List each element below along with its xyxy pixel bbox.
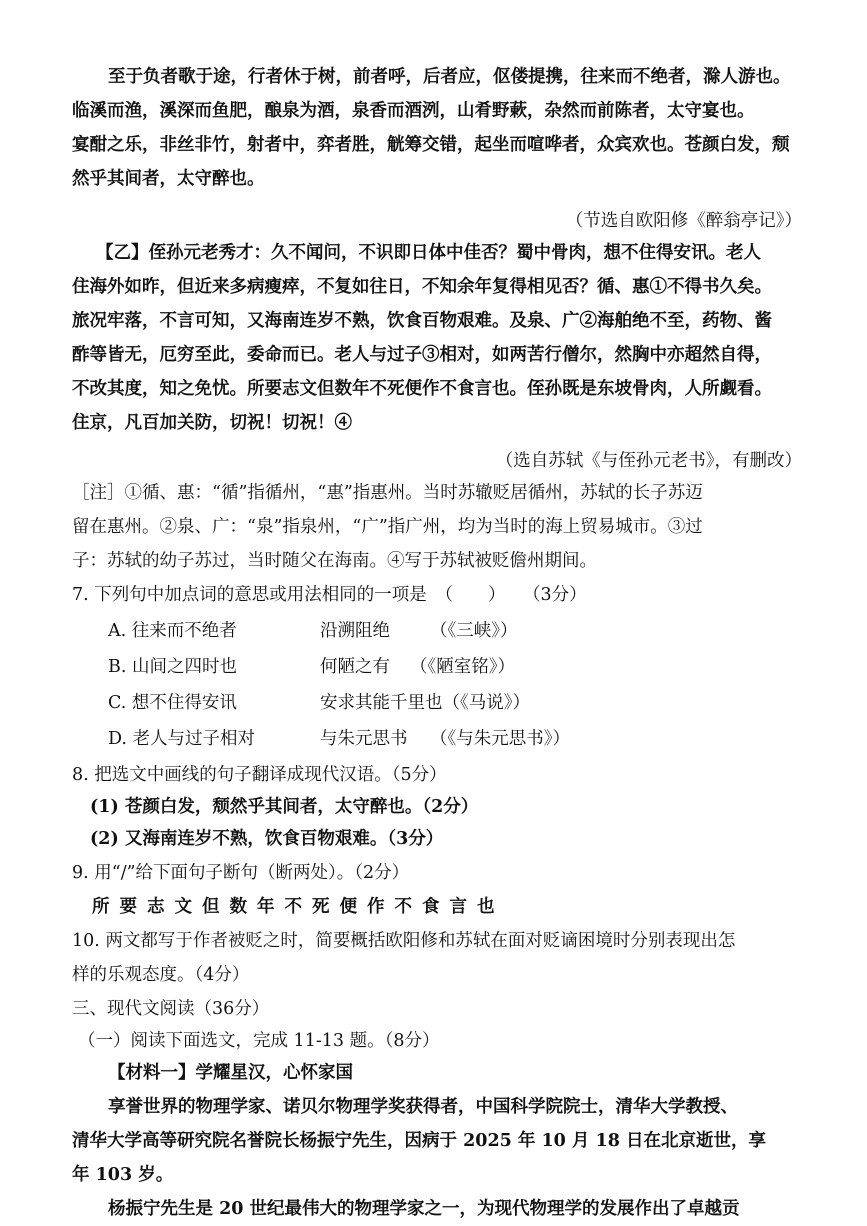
q8-item: (2) 又海南连岁不熟，饮食百物艰难。（3分） (90, 829, 444, 849)
q7-option-d (108, 722, 808, 756)
note-line: 子：苏轼的幼子苏过，当时随父在海南。④写于苏轼被贬儋州期间。 (72, 551, 597, 571)
material-paragraph-line: 年 103 岁。 (72, 1165, 174, 1185)
section3-title: 三、现代文阅读（36分） (72, 999, 270, 1019)
q7-option-text: D. 老人与过子相对 (108, 729, 256, 749)
q7-option-compare: 何陋之有 (320, 657, 390, 677)
material-paragraph-line: 清华大学高等研究院名誉院长杨振宁先生，因病于 2025 年 10 月 18 日在北京逝世，享 (72, 1131, 766, 1151)
section3-sub: （一）阅读下面选文，完成 11-13 题。（8分） (78, 1031, 440, 1051)
bing-passage-line: 旅况牢落，不言可知，又海南连岁不熟，饮食百物艰难。及泉、广②海舶绝不至，药物、酱 (72, 311, 772, 331)
yi-passage-line: 宴酣之乐，非丝非竹，射者中，弈者胜，觥筹交错，起坐而喧哗者，众宾欢也。苍颜白发，颓 (72, 135, 790, 155)
q7-option-compare: 与朱元思书 (320, 729, 408, 749)
material-title: 【材料一】学耀星汉，心怀家国 (108, 1063, 353, 1083)
q7-option-source: （《与朱元思书》） (430, 729, 570, 749)
q7-option-c (108, 686, 808, 720)
material-paragraph-line: 杨振宁先生是 20 世纪最伟大的物理学家之一，为现代物理学的发展作出了卓越贡 (108, 1199, 740, 1219)
q7-option-source: （《三峡》） (430, 621, 518, 641)
note-line: 留在惠州。②泉、广：“泉”指泉州，“广”指广州，均为当时的海上贸易城市。③过 (72, 517, 703, 537)
bing-passage-line: 住海外如昨，但近来多病瘦瘁，不复如往日，不知余年复得相见否？循、惠①不得书久矣。 (72, 277, 772, 297)
q8-stem: 8. 把选文中画线的句子翻译成现代汉语。（5分） (72, 765, 447, 785)
q9-sentence: 所要志文但数年不死便作不食言也 (92, 897, 505, 917)
bing-passage-line: 【乙】侄孙元老秀才：久不闻问，不识即日体中佳否？蜀中骨肉，想不住得安讯。老人 (96, 243, 761, 263)
q7-option-compare: 安求其能千里也（《马说》） (320, 693, 530, 713)
q7-option-a (108, 614, 808, 648)
note-line: ［注］①循、惠：“循”指循州，“惠”指惠州。当时苏辙贬居循州，苏轼的长子苏迈 (72, 483, 703, 503)
yi-passage-line: 至于负者歌于途，行者休于树，前者呼，后者应，伛偻提携，往来而不绝者，滁人游也。 (108, 67, 791, 87)
q7-option-source: （《陋室铭》） (410, 657, 515, 677)
q10-line: 10. 两文都写于作者被贬之时，简要概括欧阳修和苏轼在面对贬谪困境时分别表现出怎 (72, 931, 736, 951)
bing-passage-line: 酢等皆无，厄穷至此，委命而已。老人与过子③相对，如两苦行僧尔，然胸中亦超然自得， (72, 345, 772, 365)
q7-option-text: B. 山间之四时也 (108, 657, 237, 677)
q10-line: 样的乐观态度。（4分） (72, 965, 250, 985)
q7-option-text: C. 想不住得安讯 (108, 693, 237, 713)
yi-passage-line: 临溪而渔，溪深而鱼肥，酿泉为酒，泉香而酒洌，山肴野蔌，杂然而前陈者，太守宴也。 (72, 101, 755, 121)
bing-passage-source: （选自苏轼《与侄孙元老书》，有删改） (495, 451, 802, 471)
q7-stem: 7. 下列句中加点词的意思或用法相同的一项是 （ ） （3分） (72, 585, 587, 605)
q9-stem: 9. 用“/”给下面句子断句（断两处）。（2分） (72, 863, 410, 883)
q8-item: (1) 苍颜白发，颓然乎其间者，太守醉也。（2分） (90, 797, 479, 817)
q7-option-compare: 沿溯阻绝 (320, 621, 390, 641)
q7-option-text: A. 往来而不绝者 (108, 621, 237, 641)
material-paragraph-line: 享誉世界的物理学家、诺贝尔物理学奖获得者，中国科学院院士，清华大学教授、 (108, 1097, 738, 1117)
yi-passage-source: （节选自欧阳修《醉翁亭记》） (565, 211, 802, 231)
yi-passage-line: 然乎其间者，太守醉也。 (72, 169, 265, 189)
bing-passage-line: 住京，凡百加关防，切祝！切祝！④ (72, 413, 352, 433)
bing-passage-line: 不改其度，知之免忧。所要志文但数年不死便作不食言也。侄孙既是东坡骨肉，人所觑看。 (72, 379, 772, 399)
q7-option-b (108, 650, 808, 684)
